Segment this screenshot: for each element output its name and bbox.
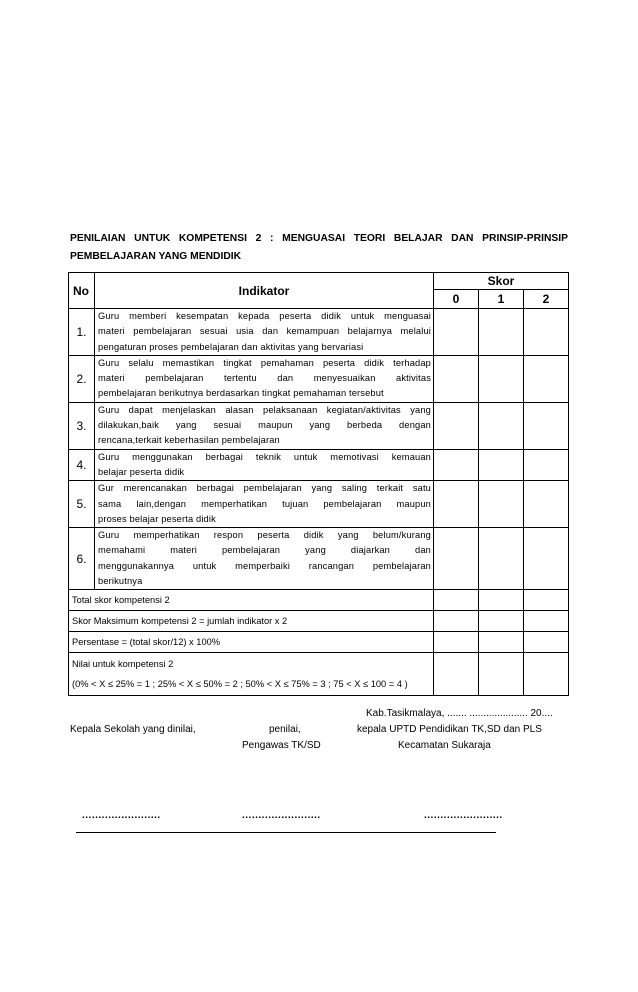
max-cell-1[interactable] [479,611,524,632]
score-cell-2[interactable] [524,449,569,481]
header-score-1: 1 [479,290,524,309]
total-cell-0[interactable] [434,590,479,611]
nilai-text [69,653,434,696]
table-row [69,355,569,402]
score-cell-0[interactable] [434,309,479,356]
max-cell-0[interactable] [434,611,479,632]
indicator-line: memahami materi pembelajaran yang diajarkan dan [98,545,431,556]
header-score-0: 0 [434,290,479,309]
signature-line-kepala-sekolah: ........................ [82,810,161,821]
row-number: 3. [69,402,95,449]
title-line-2: PEMBELAJARAN YANG MENDIDIK [70,251,242,262]
max-score-label: Skor Maksimum kompetensi 2 = jumlah indikator x 2 [69,611,434,632]
nilai-rule: (0% < X ≤ 25% = 1 ; 25% < X ≤ 50% = 2 ; 50% < X ≤ 75% = 3 ; 75 < X ≤ 100 = 4 ) [72,679,408,690]
total-cell-2[interactable] [524,590,569,611]
indicator-line: Guru memberi kesempatan kepada peserta didik untuk menguasai [98,311,431,321]
indicator-line: sama lain,dengan memperhatikan tujuan pembelajaran maupun [98,498,431,509]
title-line-1: PENILAIAN UNTUK KOMPETENSI 2 : MENGUASAI TEORI BELAJAR DAN PRINSIP-PRINSIP [70,233,568,244]
table-row [69,309,569,356]
indicator-line: menggunakannya untuk memperbaiki rancangan pembelajaran [98,560,431,571]
score-cell-2[interactable] [524,481,569,528]
row-number: 5. [69,481,95,528]
indicator-text [95,355,434,402]
max-score-row [69,611,569,632]
row-number: 2. [69,355,95,402]
pct-cell-2[interactable] [524,632,569,653]
score-cell-1[interactable] [479,481,524,528]
indicator-line: Guru selalu memastikan tingkat pemahaman peserta didik terhadap [98,357,431,368]
score-cell-1[interactable] [479,355,524,402]
header-indikator: Indikator [95,273,434,309]
percentage-label: Persentase = (total skor/12) x 100% [69,632,434,653]
indicator-text [95,309,434,356]
row-number: 6. [69,528,95,590]
indicator-line: berikutnya [98,576,143,587]
score-cell-0[interactable] [434,481,479,528]
indicator-line: Guru memperhatikan respon peserta didik yang belum/kurang [98,530,431,541]
horizontal-rule [76,832,496,833]
score-cell-0[interactable] [434,355,479,402]
pct-cell-0[interactable] [434,632,479,653]
document-title [70,230,568,266]
nilai-label: Nilai untuk kompetensi 2 [72,659,174,670]
signature-line-uptd: ........................ [424,810,503,821]
row-number: 4. [69,449,95,481]
row-number: 1. [69,309,95,356]
total-row [69,590,569,611]
indicator-text [95,449,434,481]
score-cell-2[interactable] [524,528,569,590]
nilai-cell-1[interactable] [479,653,524,696]
header-no: No [69,273,95,309]
uptd-label: kepala UPTD Pendidikan TK,SD dan PLS [357,724,542,735]
score-cell-2[interactable] [524,355,569,402]
score-cell-0[interactable] [434,528,479,590]
score-cell-1[interactable] [479,449,524,481]
indicator-text [95,402,434,449]
total-cell-1[interactable] [479,590,524,611]
header-skor: Skor [434,273,569,290]
table-row [69,481,569,528]
kepala-sekolah-label: Kepala Sekolah yang dinilai, [70,724,196,735]
score-cell-0[interactable] [434,449,479,481]
indicator-line: materi pembelajaran sesuai usia dan kemampuan belajarnya melalui [98,326,431,337]
indicator-line: Guru dapat menjelaskan alasan pelaksanaan kegiatan/aktivitas yang [98,404,431,415]
place-date: Kab.Tasikmalaya, ....... ..................... 20.... [366,708,553,719]
header-score-2: 2 [524,290,569,309]
penilai-label: penilai, [269,724,301,735]
indicator-line: rencana,terkait keberhasilan pembelajaran [98,435,280,446]
max-cell-2[interactable] [524,611,569,632]
score-cell-1[interactable] [479,528,524,590]
kecamatan-label: Kecamatan Sukaraja [398,740,491,751]
indicator-text [95,528,434,590]
score-cell-2[interactable] [524,309,569,356]
score-cell-1[interactable] [479,402,524,449]
nilai-row [69,653,569,696]
indicator-line: materi pembelajaran tertentu dan menyesuaikan aktivitas [98,373,431,384]
assessment-table [68,272,569,696]
total-label: Total skor kompetensi 2 [69,590,434,611]
indicator-line: proses belajar peserta didik [98,513,216,524]
score-cell-1[interactable] [479,309,524,356]
indicator-text [95,481,434,528]
table-row [69,449,569,481]
indicator-line: pembelajaran berikutnya berdasarkan tingkat pemahaman tersebut [98,388,384,399]
table-row [69,528,569,590]
indicator-line: pengaturan proses pembelajaran dan aktivitas yang bervariasi [98,341,364,352]
pct-cell-1[interactable] [479,632,524,653]
score-cell-2[interactable] [524,402,569,449]
signature-line-penilai: ........................ [242,810,321,821]
table-row [69,402,569,449]
nilai-cell-2[interactable] [524,653,569,696]
indicator-line: Guru menggunakan berbagai teknik untuk memotivasi kemauan [98,451,431,462]
indicator-line: dilakukan,baik yang sesuai maupun yang berbeda dengan [98,420,431,431]
percentage-row [69,632,569,653]
indicator-line: belajar peserta didik [98,466,185,477]
pengawas-label: Pengawas TK/SD [242,740,321,751]
score-cell-0[interactable] [434,402,479,449]
nilai-cell-0[interactable] [434,653,479,696]
indicator-line: Gur merencanakan berbagai pembelajaran yang saling terkait satu [98,483,431,494]
